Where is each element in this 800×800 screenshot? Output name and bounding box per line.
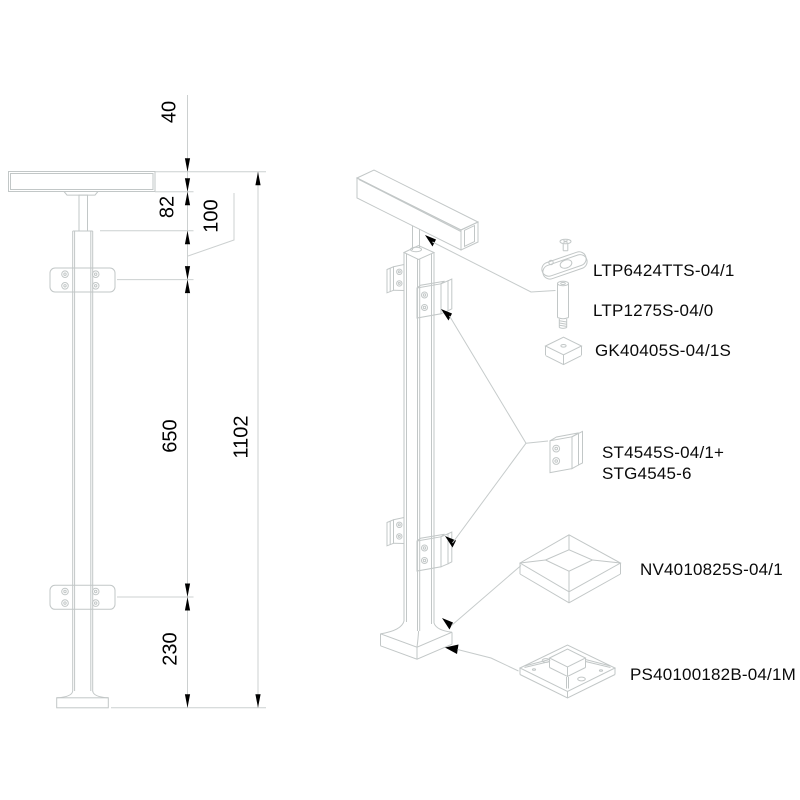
saddle-plate-part <box>540 250 589 281</box>
arrow-upper-clamp <box>441 309 452 321</box>
glass-clamp-upper-left-3d <box>387 265 404 293</box>
post-3d <box>404 246 434 632</box>
saddle-2d <box>64 192 98 196</box>
base-3d <box>381 621 453 659</box>
callout-arrows <box>425 235 459 654</box>
callout-leaders <box>433 242 556 671</box>
label-connecting-rod: LTP1275S-04/0 <box>593 301 714 320</box>
screw-part <box>560 239 571 251</box>
glass-clamp-lower-left-3d <box>387 518 404 546</box>
base-cover-part <box>520 535 621 603</box>
glass-clamp-part <box>550 431 583 472</box>
rod-part <box>558 281 569 328</box>
post-2d <box>73 231 93 692</box>
handrail-2d <box>9 172 156 196</box>
arrow-lower-clamp <box>445 536 456 548</box>
dim-clamp-spacing: 650 <box>159 419 182 453</box>
dimension-lines <box>100 95 266 708</box>
iso-view-3d <box>357 170 556 671</box>
label-handrail-saddle: LTP6424TTS-04/1 <box>593 261 735 280</box>
post-cap-part <box>546 337 582 364</box>
label-base-cover: NV4010825S-04/1 <box>640 560 783 579</box>
label-glass-clamp-2: STG4545-6 <box>602 464 692 483</box>
dim-rail-gap: 82 <box>156 195 179 219</box>
dim-rail-height: 40 <box>158 100 181 124</box>
label-post-cap: GK40405S-04/1S <box>595 341 732 360</box>
label-base-plate: PS40100182B-04/1M <box>630 665 796 684</box>
dim-post-to-clamp: 100 <box>200 199 223 233</box>
glass-clamp-upper-2d <box>50 268 115 292</box>
stem-3d <box>411 226 422 252</box>
front-view-2d <box>9 172 156 708</box>
dim-overall-height: 1102 <box>230 415 253 459</box>
dim-clamp-to-base: 230 <box>159 632 182 666</box>
glass-clamp-lower-2d <box>50 585 115 609</box>
stem-2d <box>79 195 88 231</box>
handrail-3d <box>357 170 478 250</box>
base-2d <box>57 691 109 708</box>
label-glass-clamp-1: ST4545S-04/1+ <box>602 443 725 462</box>
base-plate-part <box>520 645 615 698</box>
arrow-base-cover <box>442 618 453 630</box>
